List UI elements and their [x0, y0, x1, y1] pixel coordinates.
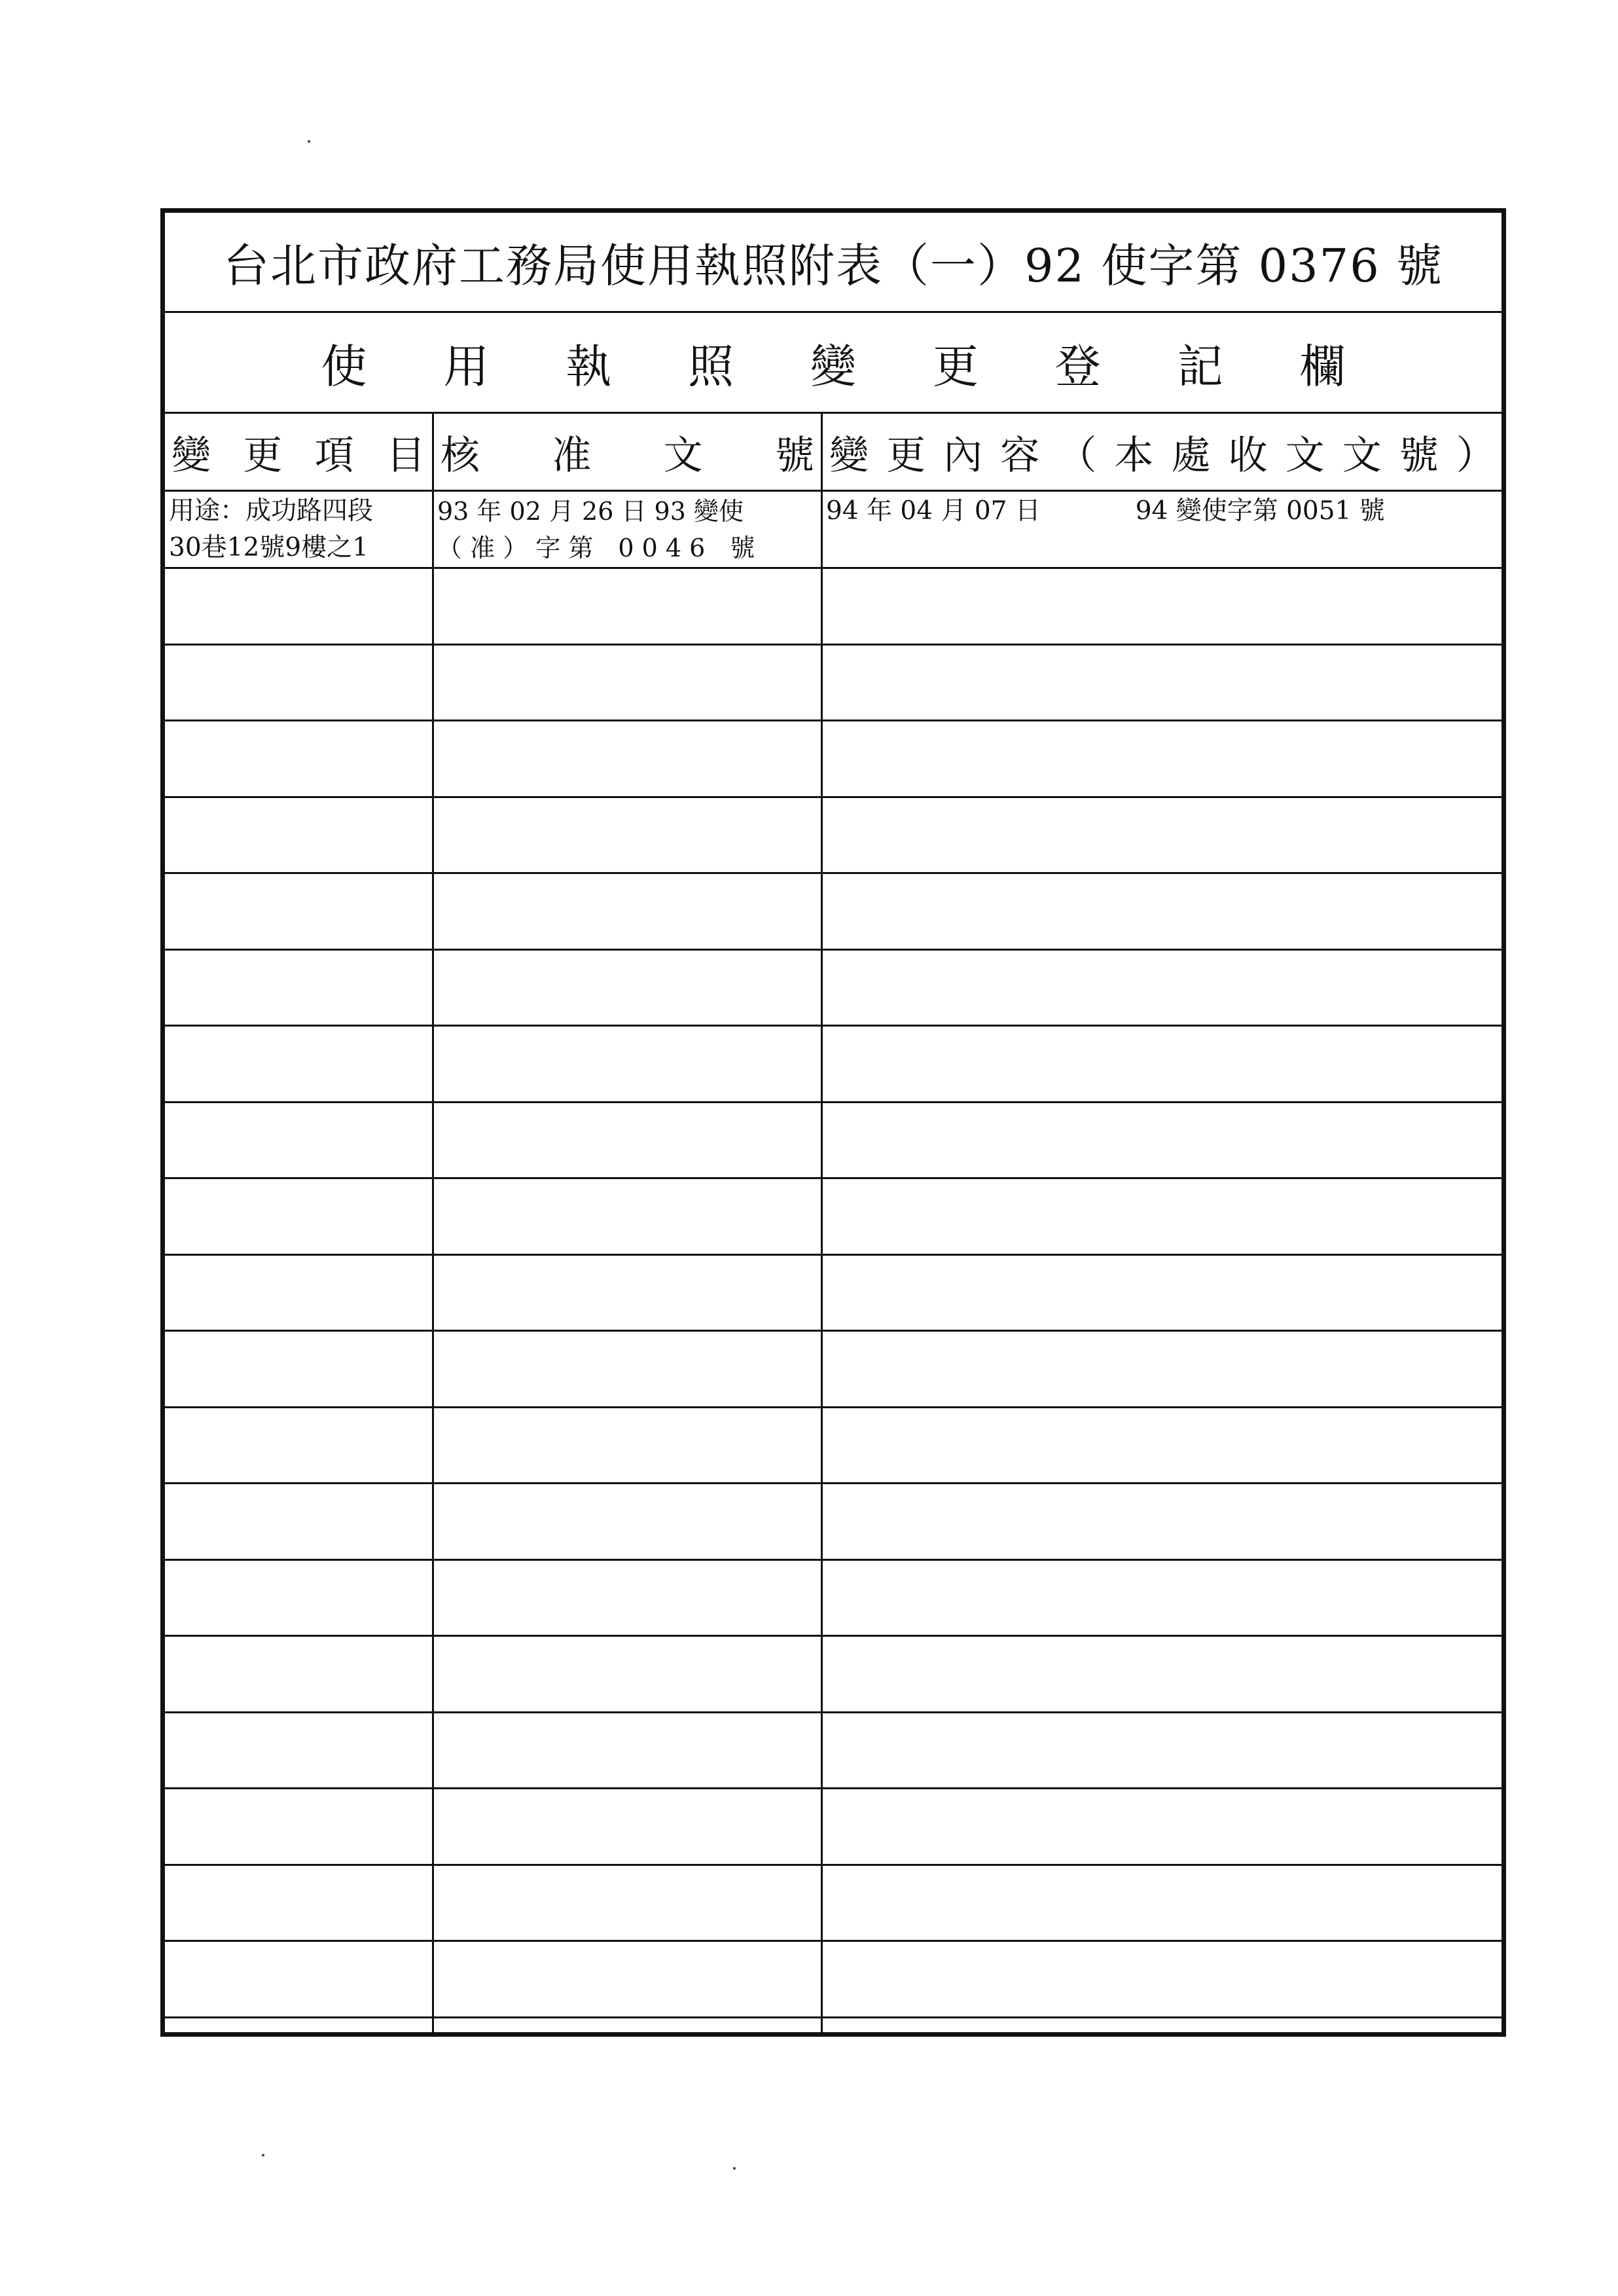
header-char: 收	[1228, 432, 1268, 479]
row-1-approval-number	[437, 493, 819, 566]
row-rule	[165, 1482, 1501, 1484]
subtitle-char: 變	[810, 339, 856, 393]
subtitle-char: 執	[566, 339, 612, 393]
row-rule	[165, 720, 1501, 721]
row-1-change-content	[826, 493, 1500, 530]
row-rule	[165, 644, 1501, 646]
row-1-approval-line-1: 93 年 02 月 26 日 93 變使	[437, 497, 744, 526]
row-rule	[165, 1254, 1501, 1256]
header-char: 准	[552, 432, 592, 479]
header-char: 核	[440, 432, 480, 479]
row-1-content-reference: 94 變使字第 0051 號	[1135, 496, 1385, 526]
scan-speck	[733, 2167, 736, 2170]
row-rule	[165, 1559, 1501, 1561]
row-1-approval-line-2: （ 准 ） 字 第 0 0 4 6 號	[437, 534, 755, 562]
row-rule	[165, 1940, 1501, 1942]
header-char: 文	[663, 432, 703, 479]
header-change-content	[823, 414, 1502, 490]
subtitle-char: 照	[688, 339, 734, 393]
header-char: 本	[1114, 432, 1154, 479]
header-char: 號	[774, 432, 814, 479]
scan-speck	[262, 2154, 264, 2157]
row-1-item-line-2: 30巷12號9樓之1	[169, 533, 369, 562]
row-1-content-date: 94 年 04 月 07 日	[826, 496, 1041, 526]
header-char: 號	[1399, 432, 1439, 479]
usage-permit-change-form	[160, 208, 1506, 2037]
header-char: 項	[314, 432, 354, 479]
row-rule	[165, 949, 1501, 951]
subtitle-char: 更	[932, 339, 979, 393]
subtitle-char: 用	[443, 339, 490, 393]
header-char: ）	[1456, 432, 1496, 479]
subtitle-char: 使	[321, 339, 367, 393]
header-change-item	[165, 414, 432, 490]
row-rule	[165, 1101, 1501, 1103]
header-char: 處	[1171, 432, 1211, 479]
row-rule	[165, 796, 1501, 798]
form-title: 台北市政府工務局使用執照附表（一）92 使字第 0376 號	[223, 238, 1443, 293]
row-rule	[165, 1635, 1501, 1637]
header-char: 更	[886, 432, 926, 479]
header-char: 文	[1342, 432, 1382, 479]
row-rule	[165, 1177, 1501, 1179]
header-char: 目	[386, 432, 425, 479]
header-char: （	[1057, 432, 1097, 479]
row-rule	[165, 1406, 1501, 1408]
subtitle-char: 登	[1054, 339, 1101, 393]
header-char: 內	[943, 432, 983, 479]
row-rule	[165, 1330, 1501, 1332]
column-divider-1	[432, 412, 434, 2032]
form-subtitle	[191, 314, 1475, 412]
row-1-change-item	[169, 493, 431, 566]
subtitle-char: 欄	[1299, 339, 1346, 393]
row-rule	[165, 567, 1501, 569]
column-divider-2	[821, 412, 823, 2032]
rule-after-title	[165, 311, 1501, 313]
subtitle-char: 記	[1177, 339, 1223, 393]
row-rule	[165, 872, 1501, 874]
header-char: 文	[1285, 432, 1325, 479]
row-rule	[165, 2016, 1501, 2018]
header-char: 更	[243, 432, 283, 479]
header-char: 變	[171, 432, 211, 479]
scan-speck	[308, 140, 310, 143]
row-1-item-line-1: 用途：成功路四段	[169, 496, 374, 526]
rule-after-header	[165, 490, 1501, 492]
row-rule	[165, 1864, 1501, 1866]
row-rule	[165, 1025, 1501, 1027]
row-rule	[165, 1787, 1501, 1789]
header-approval-number	[434, 414, 821, 490]
header-char: 變	[829, 432, 869, 479]
header-char: 容	[1000, 432, 1040, 479]
rule-after-subtitle	[165, 412, 1501, 414]
row-rule	[165, 1711, 1501, 1713]
